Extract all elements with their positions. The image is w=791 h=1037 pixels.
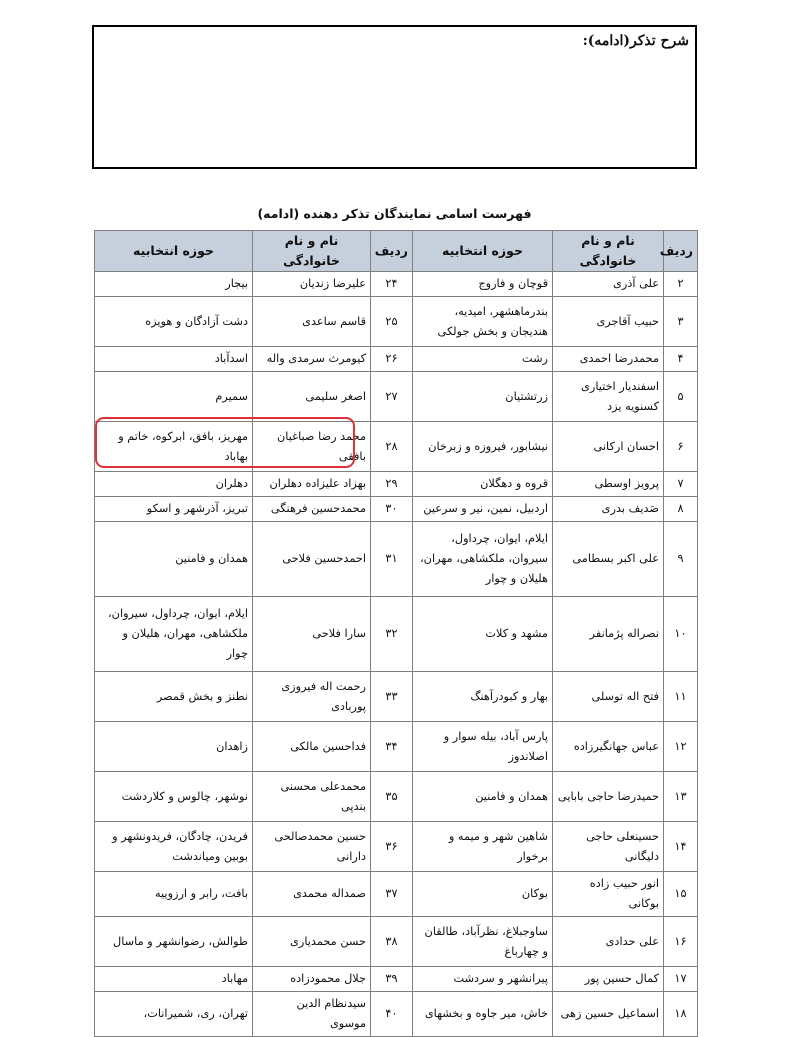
- table-row: [95, 822, 698, 872]
- row-num-left: ۲۵: [371, 297, 413, 347]
- district-right: اردبیل، نمین، نیر و سرعین: [413, 497, 553, 522]
- row-num-left: ۳۱: [371, 522, 413, 597]
- row-num-right: ۱۴: [664, 822, 698, 872]
- name-left: فداحسین مالکی: [253, 722, 371, 772]
- name-left: سارا فلاحی: [253, 597, 371, 672]
- district-right: شاهین شهر و میمه و برخوار: [413, 822, 553, 872]
- table-row: [95, 672, 698, 722]
- row-num-right: ۱۱: [664, 672, 698, 722]
- name-right: فتح اله توسلی: [553, 672, 664, 722]
- name-right: نصراله پژمانفر: [553, 597, 664, 672]
- header-name-1: نام و نام خانوادگی: [553, 231, 664, 272]
- name-right: علی اکبر بسطامی: [553, 522, 664, 597]
- name-right: پرویز اوسطی: [553, 472, 664, 497]
- district-right: زرتشتیان: [413, 372, 553, 422]
- name-right: اسفندیار اختیاری کسنویه یزد: [553, 372, 664, 422]
- table-row: [95, 872, 698, 917]
- row-num-right: ۶: [664, 422, 698, 472]
- name-left: علیرضا زندیان: [253, 272, 371, 297]
- name-right: حبیب آقاجری: [553, 297, 664, 347]
- row-num-left: ۳۹: [371, 967, 413, 992]
- row-num-left: ۳۵: [371, 772, 413, 822]
- row-num-left: ۳۳: [371, 672, 413, 722]
- district-left: نوشهر، چالوس و کلاردشت: [95, 772, 253, 822]
- row-num-right: ۱۷: [664, 967, 698, 992]
- district-right: قوچان و فاروج: [413, 272, 553, 297]
- district-left: مهاباد: [95, 967, 253, 992]
- name-left: صمداله محمدی: [253, 872, 371, 917]
- table-row: [95, 422, 698, 472]
- row-num-right: ۱۸: [664, 992, 698, 1037]
- table-row: [95, 522, 698, 597]
- row-num-right: ۲: [664, 272, 698, 297]
- name-left: سیدنظام الدین موسوی: [253, 992, 371, 1037]
- name-left: احمدحسین فلاحی: [253, 522, 371, 597]
- name-right: علی آذری: [553, 272, 664, 297]
- row-num-right: ۸: [664, 497, 698, 522]
- district-right: قروه و دهگلان: [413, 472, 553, 497]
- district-right: پیرانشهر و سردشت: [413, 967, 553, 992]
- name-right: حمیدرضا حاجی بابایی: [553, 772, 664, 822]
- name-right: حسینعلی حاجی دلیگانی: [553, 822, 664, 872]
- row-num-right: ۱۳: [664, 772, 698, 822]
- name-right: انور حبیب زاده بوکانی: [553, 872, 664, 917]
- name-right: علی حدادی: [553, 917, 664, 967]
- row-num-left: ۳۷: [371, 872, 413, 917]
- header-num-1: ردیف: [664, 231, 698, 272]
- district-left: تهران، ری، شمیرانات،: [95, 992, 253, 1037]
- header-district-1: حوزه انتخابیه: [413, 231, 553, 272]
- district-right: رشت: [413, 347, 553, 372]
- row-num-left: ۲۷: [371, 372, 413, 422]
- name-left: محمدعلی محسنی بندپی: [253, 772, 371, 822]
- name-right: احسان ارکانی: [553, 422, 664, 472]
- district-right: ایلام، ایوان، چرداول، سیروان، ملکشاهی، مهران، هلیلان و چوار: [413, 522, 553, 597]
- table-row: [95, 472, 698, 497]
- row-num-right: ۹: [664, 522, 698, 597]
- row-num-right: ۳: [664, 297, 698, 347]
- table-row: [95, 272, 698, 297]
- name-right: محمدرضا احمدی: [553, 347, 664, 372]
- row-num-left: ۴۰: [371, 992, 413, 1037]
- district-left: زاهدان: [95, 722, 253, 772]
- district-left: تبریز، آذرشهر و اسکو: [95, 497, 253, 522]
- header-name-2: نام و نام خانوادگی: [253, 231, 371, 272]
- district-left: ایلام، ایوان، چرداول، سیروان، ملکشاهی، مهران، هلیلان و چوار: [95, 597, 253, 672]
- name-right: کمال حسین پور: [553, 967, 664, 992]
- row-num-left: ۲۹: [371, 472, 413, 497]
- row-num-left: ۲۴: [371, 272, 413, 297]
- district-right: ساوجبلاغ، نظرآباد، طالقان و چهارباغ: [413, 917, 553, 967]
- district-left: دشت آزادگان و هویزه: [95, 297, 253, 347]
- row-num-left: ۲۶: [371, 347, 413, 372]
- name-left: اصغر سلیمی: [253, 372, 371, 422]
- district-right: همدان و فامنین: [413, 772, 553, 822]
- table-row: [95, 772, 698, 822]
- row-num-left: ۳۴: [371, 722, 413, 772]
- table-row: [95, 297, 698, 347]
- district-left: سمیرم: [95, 372, 253, 422]
- header-district-2: حوزه انتخابیه: [95, 231, 253, 272]
- table-row: [95, 917, 698, 967]
- district-left: همدان و فامنین: [95, 522, 253, 597]
- table-row: [95, 497, 698, 522]
- table-row: [95, 967, 698, 992]
- table-row: [95, 347, 698, 372]
- name-left: کیومرث سرمدی واله: [253, 347, 371, 372]
- name-left: بهزاد علیزاده دهلران: [253, 472, 371, 497]
- row-num-right: ۱۵: [664, 872, 698, 917]
- district-right: پارس آباد، بیله سوار و اصلاندوز: [413, 722, 553, 772]
- district-right: مشهد و کلات: [413, 597, 553, 672]
- district-right: بوکان: [413, 872, 553, 917]
- name-right: اسماعیل حسین زهی: [553, 992, 664, 1037]
- table-row: [95, 992, 698, 1037]
- row-num-left: ۳۸: [371, 917, 413, 967]
- table-row: [95, 372, 698, 422]
- name-left: محمدحسین فرهنگی: [253, 497, 371, 522]
- row-num-right: ۱۶: [664, 917, 698, 967]
- row-num-left: ۲۸: [371, 422, 413, 472]
- name-left: قاسم ساعدی: [253, 297, 371, 347]
- name-left: جلال محمودزاده: [253, 967, 371, 992]
- row-num-right: ۷: [664, 472, 698, 497]
- table-header-row: [95, 231, 698, 272]
- district-right: خاش، میر جاوه و بخشهای: [413, 992, 553, 1037]
- name-right: عباس جهانگیرزاده: [553, 722, 664, 772]
- row-num-left: ۳۲: [371, 597, 413, 672]
- table-row: [95, 722, 698, 772]
- representatives-table: [94, 230, 698, 1037]
- row-num-left: ۳۶: [371, 822, 413, 872]
- row-num-right: ۱۲: [664, 722, 698, 772]
- header-num-2: ردیف: [371, 231, 413, 272]
- district-left: نطنز و بخش قمصر: [95, 672, 253, 722]
- name-left: حسین محمدصالحی دارانی: [253, 822, 371, 872]
- name-left: رحمت اله فیروزی پوربادی: [253, 672, 371, 722]
- note-label: شرح تذکر(ادامه):: [582, 33, 689, 49]
- district-left: بافت، رابر و ارزوییه: [95, 872, 253, 917]
- district-left: فریدن، چادگان، فریدونشهر و بوبین ومیاندشت: [95, 822, 253, 872]
- row-num-right: ۴: [664, 347, 698, 372]
- district-left: دهلران: [95, 472, 253, 497]
- list-title: فهرست اسامی نمایندگان تذکر دهنده (ادامه): [257, 206, 532, 221]
- note-box: [92, 25, 697, 169]
- name-right: صَدیف بدری: [553, 497, 664, 522]
- district-left: مهریز، بافق، ابرکوه، خاتم و بهاباد: [95, 422, 253, 472]
- row-num-left: ۳۰: [371, 497, 413, 522]
- district-right: بندرماهشهر، امیدیه، هندیجان و بخش جولکی: [413, 297, 553, 347]
- district-left: اسدآباد: [95, 347, 253, 372]
- district-left: بیجار: [95, 272, 253, 297]
- district-right: بهار و کبودرآهنگ: [413, 672, 553, 722]
- district-right: نیشابور، فیروزه و زبرخان: [413, 422, 553, 472]
- name-left: حسن محمدیاری: [253, 917, 371, 967]
- row-num-right: ۵: [664, 372, 698, 422]
- district-left: طوالش، رضوانشهر و ماسال: [95, 917, 253, 967]
- row-num-right: ۱۰: [664, 597, 698, 672]
- name-left: محمد رضا صباغیان بافقی: [253, 422, 371, 472]
- table-row: [95, 597, 698, 672]
